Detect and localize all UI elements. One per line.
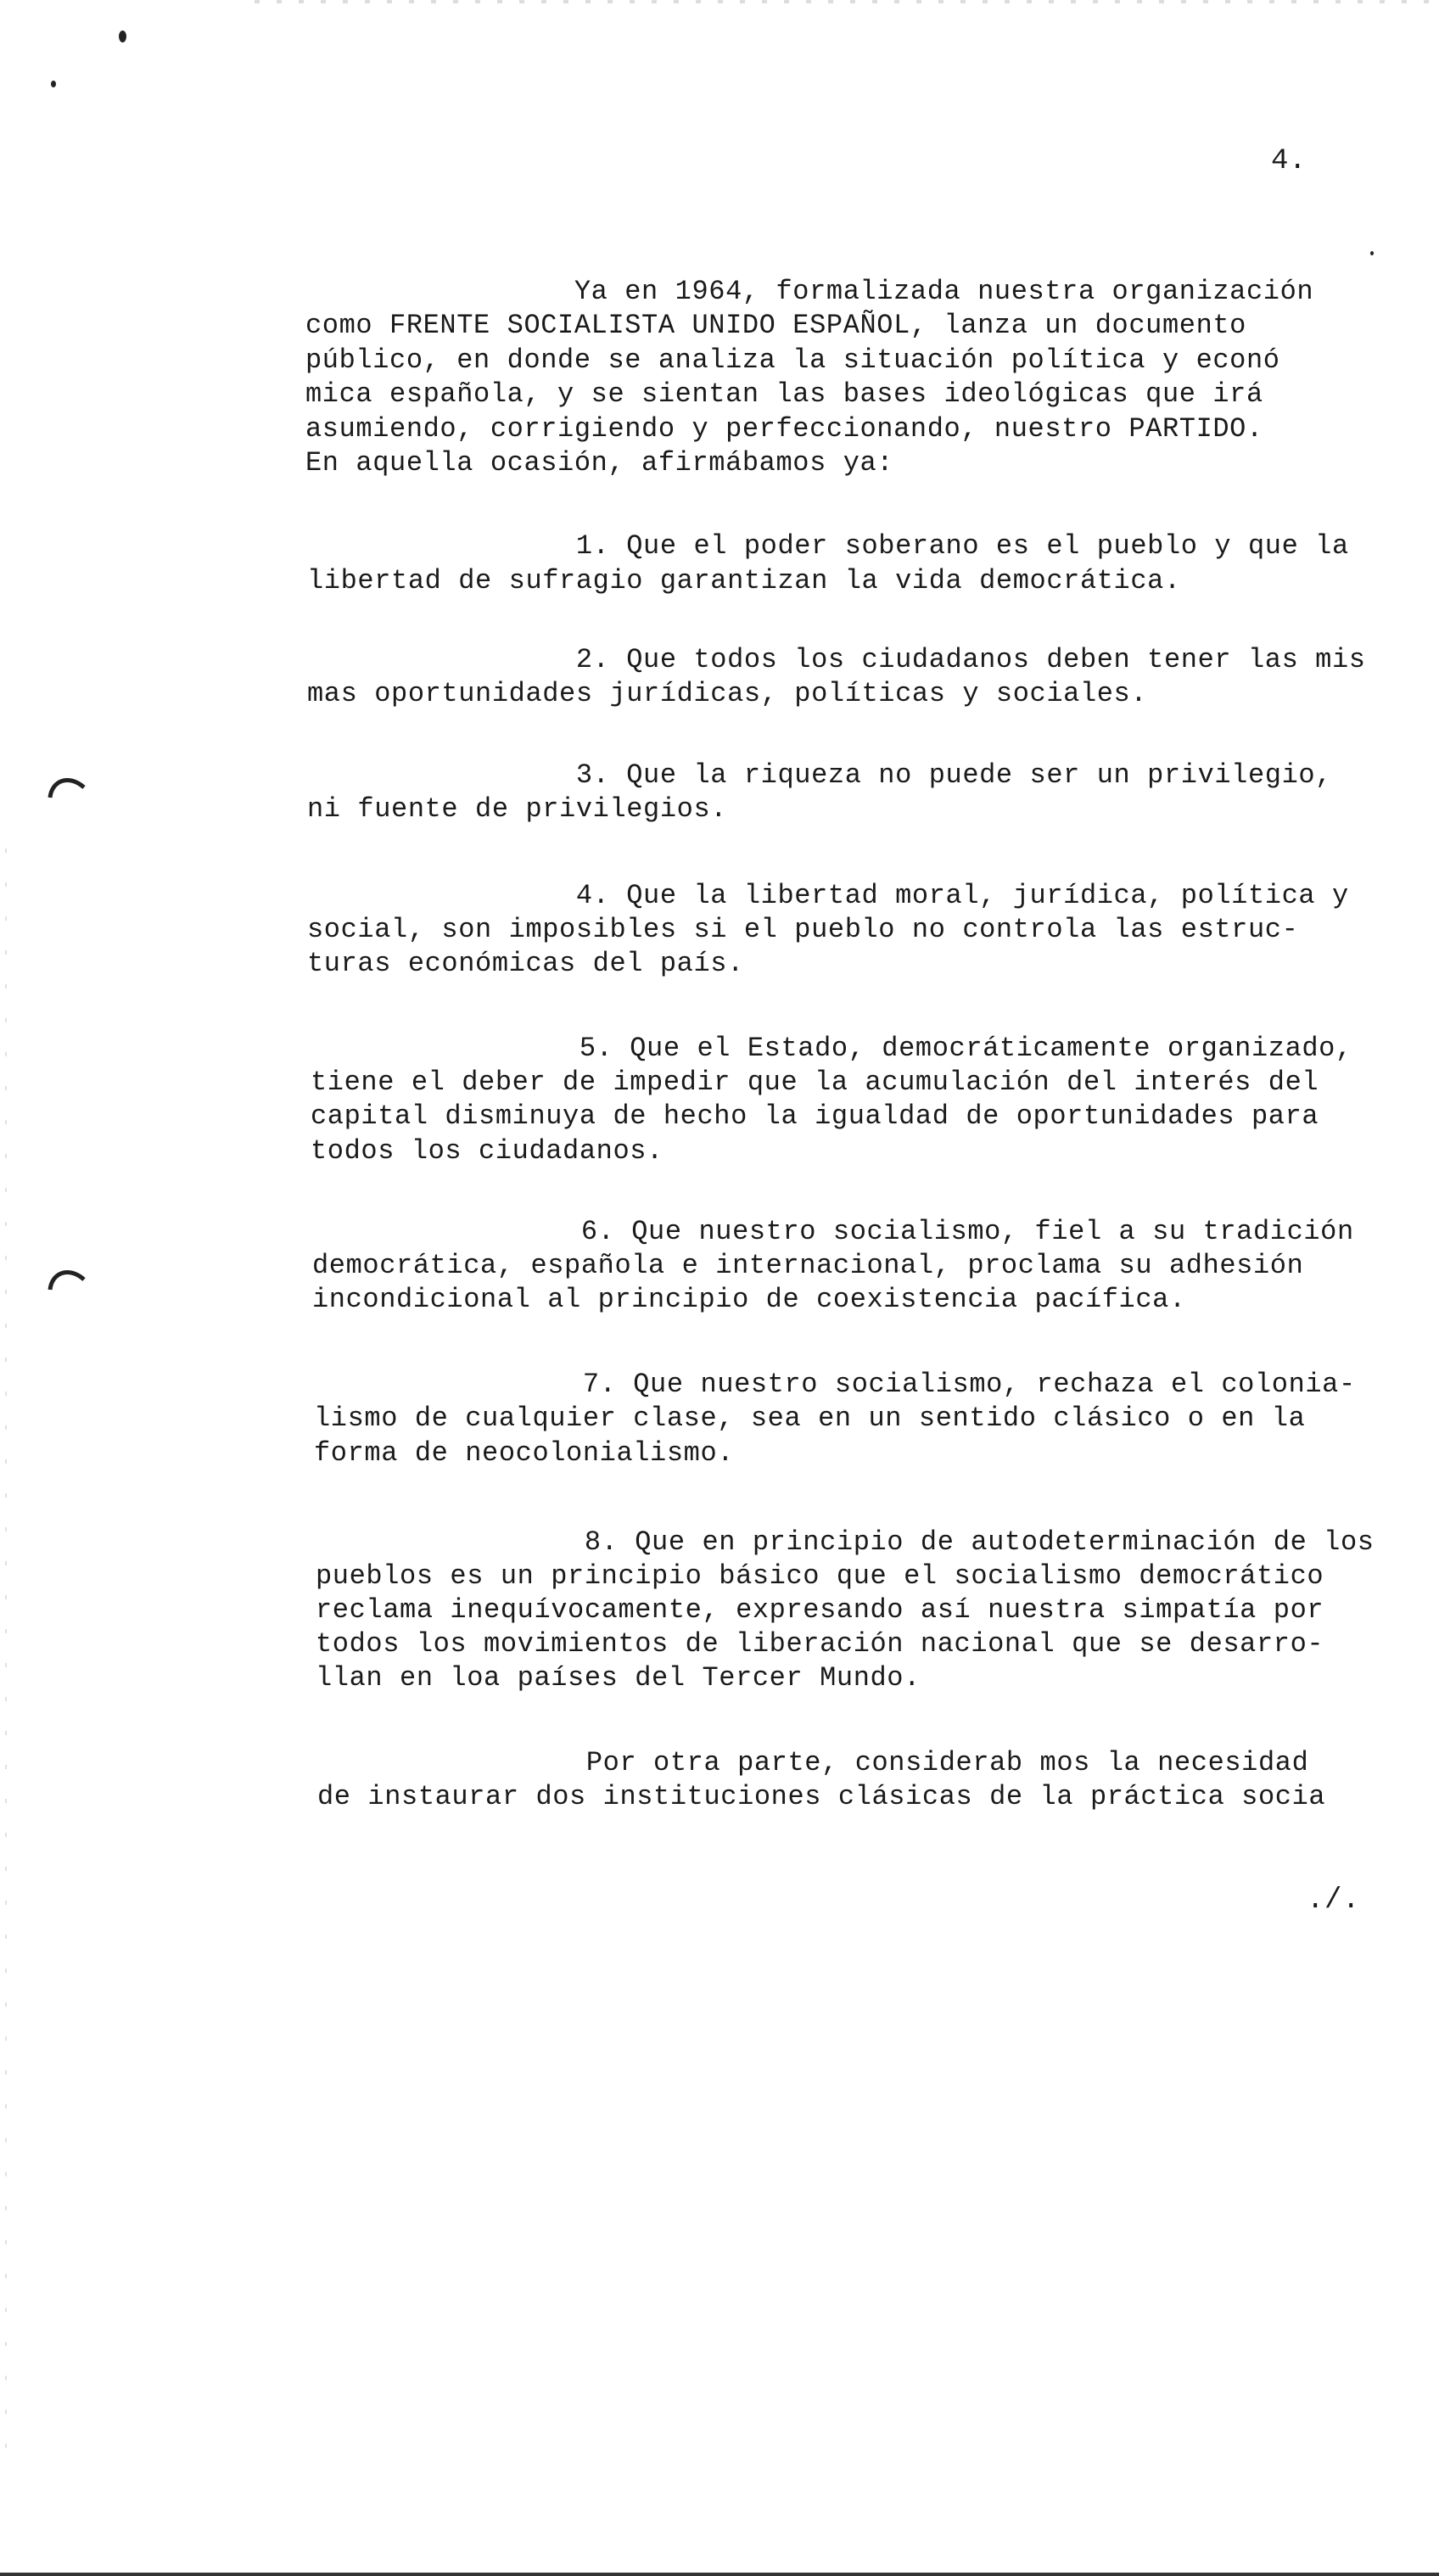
- body-line: 4. Que la libertad moral, jurídica, política y: [307, 880, 1349, 911]
- body-line: todos los movimientos de liberación nacional que se desarro-: [316, 1628, 1324, 1660]
- punch-hole-mark: [47, 772, 87, 801]
- body-line: todos los ciudadanos.: [311, 1135, 664, 1167]
- scan-edge-noise: [255, 0, 1439, 3]
- body-line: 3. Que la riqueza no puede ser un privilegio,: [307, 759, 1332, 791]
- body-line: lismo de cualquier clase, sea en un sentido clásico o en la: [314, 1403, 1306, 1434]
- body-line: asumiendo, corrigiendo y perfeccionando, nuestro PARTIDO.: [305, 413, 1263, 445]
- body-line: Por otra parte, considerab mos la necesidad: [317, 1747, 1309, 1778]
- body-line: Ya en 1964, formalizada nuestra organización: [305, 276, 1314, 307]
- scan-margin-noise: [5, 848, 7, 2461]
- body-line: social, son imposibles si el pueblo no controla las estruc-: [307, 914, 1299, 945]
- body-line: llan en loa países del Tercer Mundo.: [316, 1662, 921, 1694]
- body-line: público, en donde se analiza la situación política y econó: [305, 344, 1280, 376]
- body-line: ni fuente de privilegios.: [307, 793, 728, 825]
- body-line: 6. Que nuestro socialismo, fiel a su tradición: [312, 1216, 1354, 1247]
- body-line: 2. Que todos los ciudadanos deben tener las mis: [307, 644, 1366, 675]
- body-line: turas económicas del país.: [307, 948, 744, 979]
- body-line: como FRENTE SOCIALISTA UNIDO ESPAÑOL, lanza un documento: [305, 310, 1246, 341]
- scan-speck: [51, 81, 56, 87]
- body-line: En aquella ocasión, afirmábamos ya:: [305, 447, 894, 479]
- scan-speck: [119, 31, 126, 42]
- body-line: incondicional al principio de coexistencia pacífica.: [312, 1284, 1186, 1315]
- scan-speck: [1370, 251, 1374, 255]
- page-number: 4.: [1271, 145, 1307, 177]
- body-line: mica española, y se sientan las bases ideológicas que irá: [305, 378, 1263, 410]
- body-line: democrática, española e internacional, proclama su adhesión: [312, 1250, 1304, 1281]
- body-line: tiene el deber de impedir que la acumulación del interés del: [311, 1067, 1319, 1098]
- body-line: 7. Que nuestro socialismo, rechaza el colonia-: [314, 1369, 1356, 1400]
- body-line: reclama inequívocamente, expresando así nuestra simpatía por: [316, 1594, 1324, 1626]
- body-line: mas oportunidades jurídicas, políticas y sociales.: [307, 678, 1148, 709]
- body-line: 8. Que en principio de autodeterminación de los: [316, 1526, 1375, 1558]
- punch-hole-mark: [47, 1264, 87, 1293]
- body-line: pueblos es un principio básico que el socialismo democrático: [316, 1560, 1324, 1592]
- body-line: forma de neocolonialismo.: [314, 1437, 735, 1469]
- body-line: capital disminuya de hecho la igualdad de oportunidades para: [311, 1100, 1319, 1132]
- bottom-rule: [0, 2573, 1439, 2576]
- body-line: 1. Que el poder soberano es el pueblo y que la: [307, 530, 1349, 562]
- continuation-mark: ./.: [1307, 1884, 1361, 1917]
- body-line: libertad de sufragio garantizan la vida democrática.: [307, 565, 1181, 596]
- body-line: 5. Que el Estado, democráticamente organizado,: [311, 1033, 1352, 1064]
- body-line: de instaurar dos instituciones clásicas de la práctica socia: [317, 1781, 1326, 1812]
